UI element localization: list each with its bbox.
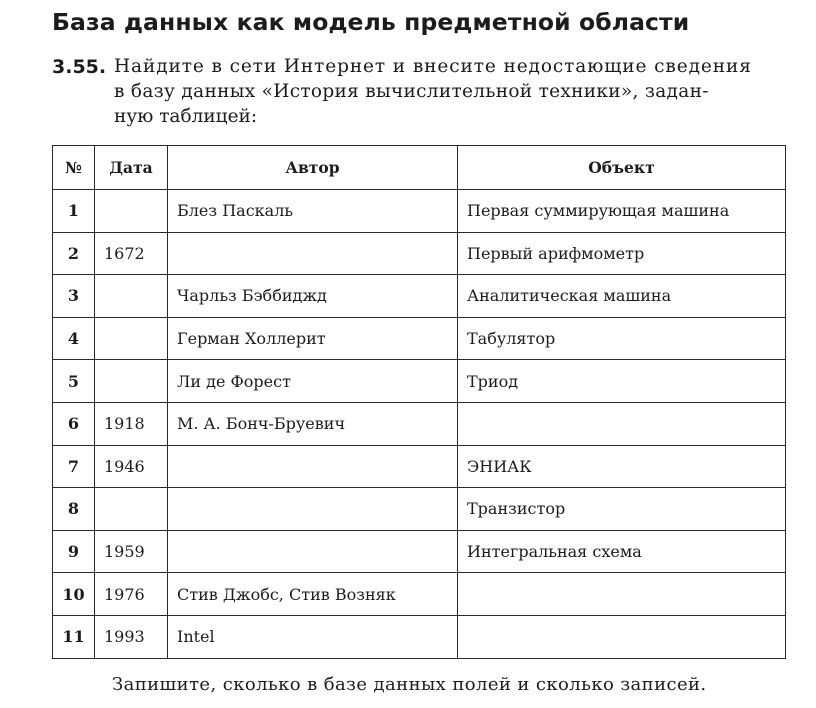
cell-object xyxy=(458,573,786,616)
cell-object: Первая суммирующая машина xyxy=(458,190,786,233)
cell-num: 5 xyxy=(53,360,95,403)
table-row xyxy=(53,530,786,573)
cell-num: 3 xyxy=(53,275,95,318)
cell-date: 1959 xyxy=(95,530,168,573)
task-text-line: ную таблицей: xyxy=(114,106,258,127)
cell-author: Intel xyxy=(168,615,458,658)
cell-author: Ли де Форест xyxy=(168,360,458,403)
cell-object: Табулятор xyxy=(458,317,786,360)
cell-date xyxy=(95,317,168,360)
cell-author xyxy=(168,488,458,531)
header-author: Автор xyxy=(168,146,458,190)
cell-author: Блез Паскаль xyxy=(168,190,458,233)
cell-object xyxy=(458,615,786,658)
table-row xyxy=(53,190,786,233)
table-body xyxy=(53,190,786,659)
cell-author xyxy=(168,530,458,573)
cell-num: 10 xyxy=(53,573,95,616)
cell-num: 11 xyxy=(53,615,95,658)
cell-date xyxy=(95,275,168,318)
task-text xyxy=(114,54,794,129)
table-row xyxy=(53,275,786,318)
task-number: 3.55. xyxy=(52,56,107,78)
cell-date xyxy=(95,488,168,531)
cell-author xyxy=(168,232,458,275)
cell-object: Интегральная схема xyxy=(458,530,786,573)
cell-date: 1993 xyxy=(95,615,168,658)
cell-num: 8 xyxy=(53,488,95,531)
cell-object: Аналитическая машина xyxy=(458,275,786,318)
cell-author: Герман Холлерит xyxy=(168,317,458,360)
cell-date xyxy=(95,360,168,403)
section-heading: База данных как модель предметной области xyxy=(52,8,690,36)
table-row xyxy=(53,488,786,531)
cell-num: 9 xyxy=(53,530,95,573)
cell-author: Стив Джобс, Стив Возняк xyxy=(168,573,458,616)
cell-date: 1946 xyxy=(95,445,168,488)
cell-num: 4 xyxy=(53,317,95,360)
footer-question: Запишите, сколько в базе данных полей и сколько записей. xyxy=(112,674,707,695)
table-row xyxy=(53,317,786,360)
cell-date: 1976 xyxy=(95,573,168,616)
cell-author: М. А. Бонч-Бруевич xyxy=(168,402,458,445)
header-object: Объект xyxy=(458,146,786,190)
cell-object: ЭНИАК xyxy=(458,445,786,488)
cell-object xyxy=(458,402,786,445)
cell-date: 1918 xyxy=(95,402,168,445)
table-row xyxy=(53,360,786,403)
table-row xyxy=(53,402,786,445)
cell-num: 7 xyxy=(53,445,95,488)
cell-author xyxy=(168,445,458,488)
table-row xyxy=(53,615,786,658)
cell-num: 1 xyxy=(53,190,95,233)
cell-object: Первый арифмометр xyxy=(458,232,786,275)
table-header-row xyxy=(53,146,786,190)
header-date: Дата xyxy=(95,146,168,190)
cell-num: 6 xyxy=(53,402,95,445)
cell-date xyxy=(95,190,168,233)
table-row xyxy=(53,573,786,616)
table-row xyxy=(53,232,786,275)
cell-num: 2 xyxy=(53,232,95,275)
cell-date: 1672 xyxy=(95,232,168,275)
table-row xyxy=(53,445,786,488)
task-text-line: Найдите в сети Интернет и внесите недостающие сведения xyxy=(114,56,752,77)
cell-author: Чарльз Бэббиджд xyxy=(168,275,458,318)
cell-object: Транзистор xyxy=(458,488,786,531)
header-num: № xyxy=(53,146,95,190)
task-text-line: в базу данных «История вычислительной техники», задан- xyxy=(114,81,709,102)
cell-object: Триод xyxy=(458,360,786,403)
computer-history-table xyxy=(52,145,786,659)
